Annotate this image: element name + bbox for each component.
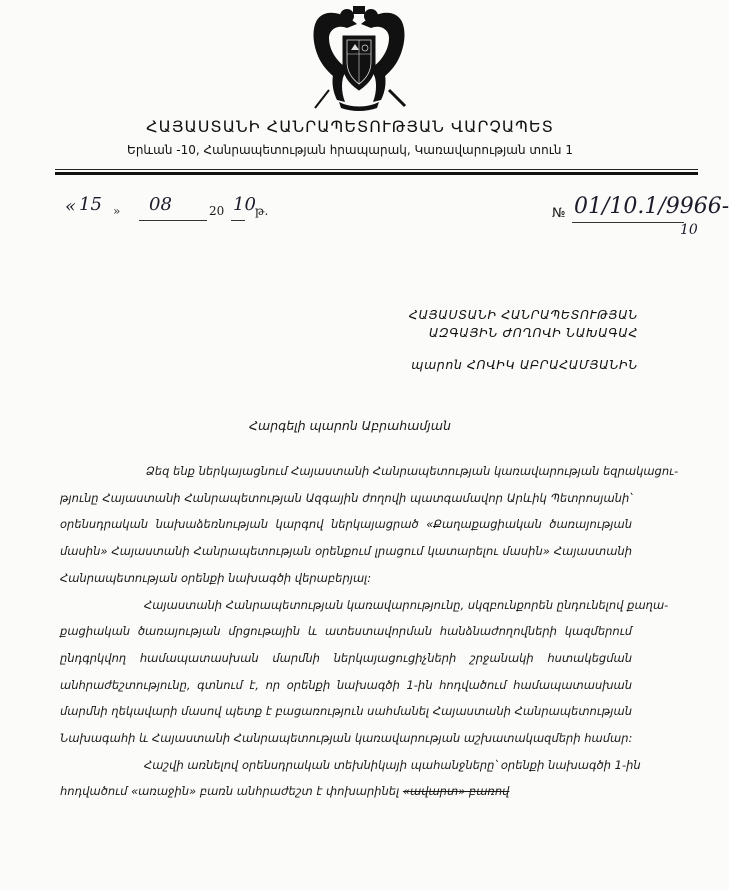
body-line: Հաշվի առնելով օրենսդրական տեխնիկայի պահանջները՝ օրենքի նախագծի 1-ին: [144, 757, 641, 772]
body-line: մասին» Հայաստանի Հանրապետության օրենքում լրացում կատարելու մասին» Հայաստանի: [60, 544, 632, 559]
body-line: ընդգրկվող համապատասխան մարմնի ներկայացուցիչների շրջանակի հստակեցման: [60, 650, 632, 665]
document-date: [65, 194, 325, 228]
date-close-quote: »: [113, 204, 121, 218]
organization-address: Երևան -10, Հանրապետության հրապարակ, Կառավարության տուն 1: [127, 143, 573, 157]
letter-body: [60, 458, 679, 805]
salutation: Հարգելի պարոն Աբրահամյան: [249, 418, 451, 433]
reference-value: 01/10.1/9966-: [574, 194, 729, 219]
header-divider-thick: [55, 172, 698, 175]
date-year-prefix: 20: [209, 204, 225, 218]
reference-number: [552, 194, 729, 248]
date-year-line: [231, 220, 245, 221]
date-open-quote: «: [65, 196, 77, 217]
recipient-line-1: ՀԱՅԱՍՏԱՆԻ ՀԱՆՐԱՊԵՏՈՒԹՅԱՆ: [408, 307, 638, 322]
body-line: Հայաստանի Հանրապետության կառավարությունը, սկզբունքորեն ընդունելով քաղա-: [144, 597, 669, 612]
date-month-line: [139, 220, 207, 221]
date-day: 15: [79, 194, 102, 215]
organization-title: ՀԱՅԱՍՏԱՆԻ ՀԱՆՐԱՊԵՏՈՒԹՅԱՆ ՎԱՐՉԱՊԵՏ: [146, 117, 554, 136]
coat-of-arms-emblem: [307, 4, 409, 112]
body-line: մարմնի ղեկավարի մասով պետք է բացառություն սահմանել Հայաստանի Հանրապետության: [60, 704, 632, 719]
body-line: թյունը Հայաստանի Հանրապետության Ազգային ժողովի պատգամավոր Արևիկ Պետրոսյանի՝: [60, 490, 632, 505]
body-line: անհրաժեշտությունը, գտնում է, որ օրենքի նախագծի 1-ին հոդվածում համապատասխան: [60, 677, 632, 692]
body-line: օրենսդրական նախաձեռնության կարգով ներկայացրած «Քաղաքացիական ծառայության: [60, 517, 632, 532]
date-month: 08: [149, 194, 172, 215]
recipient-line-2: ԱԶԳԱՅԻՆ ԺՈՂՈՎԻ ՆԱԽԱԳԱՀ: [428, 325, 638, 340]
date-year-handwritten: 10: [233, 194, 256, 215]
body-line-text: հոդվածում «առաջին» բառն անհրաժեշտ է փոխարինել: [60, 784, 400, 799]
reference-label: №: [552, 206, 566, 221]
date-year-suffix: թ.: [255, 204, 269, 218]
reference-line: [572, 222, 684, 223]
body-line-with-strike: [60, 778, 632, 805]
body-line: Ձեզ ենք ներկայացնում Հայաստանի Հանրապետության կառավարության եզրակացու-: [146, 464, 679, 478]
recipient-line-3: պարոն ՀՈՎԻԿ ԱԲՐԱՀԱՄՅԱՆԻՆ: [411, 357, 638, 372]
reference-sub: 10: [680, 222, 698, 238]
body-line: Նախագահի և Հայաստանի Հանրապետության կառավարության աշխատակազմերի համար:: [60, 731, 633, 746]
body-line: Հանրապետության օրենքի նախագծի վերաբերյալ:: [60, 570, 372, 585]
body-line: քացիական ծառայության մրցութային և ատեստավորման հանձնաժողովների կազմերում: [60, 624, 632, 639]
header-divider-thin: [55, 169, 698, 170]
struck-text: «ավարտ» բառով: [402, 784, 510, 799]
